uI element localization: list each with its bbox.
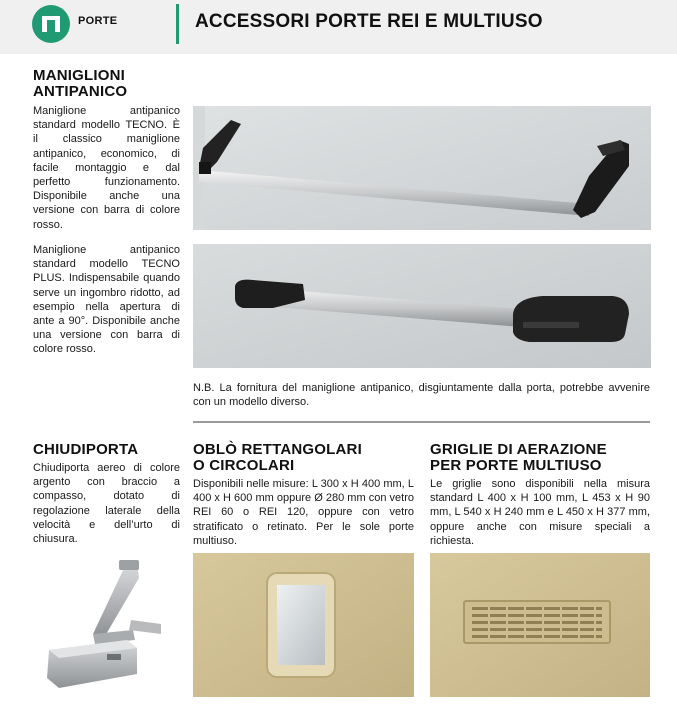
maniglione-tecno-plus-text: Maniglione antipanico standard modello TECNO PLUS. Indispensabile quando serve un ingombro ridotto, ad esempio nella apertura di ante a 90°. Disponibile anche una versione con barra di colore rosso. [33,244,180,356]
maniglioni-heading: MANIGLIONI ANTIPANICO [33,67,128,100]
oblo-text: Disponibili nelle misure: L 300 x H 400 mm, L 400 x H 600 mm oppure Ø 280 mm con vetro REI 60 o REI 120, oppure con vetro stratificato o retinato. Per le sole porte multiuso. [193,478,414,547]
maniglione-tecno-text: Maniglione antipanico standard modello TECNO. È il classico maniglione antipanico, economico, di facile montaggio e dal perfetto funzionamento. Disponibile anche una versione con barra di colore rosso. [33,105,180,231]
page-title: ACCESSORI PORTE REI E MULTIUSO [195,11,543,32]
maniglione-tecno-photo [193,106,651,230]
chiudiporta-heading: CHIUDIPORTA [33,441,139,458]
griglie-text: Le griglie sono disponibili nella misura standard L 400 x H 100 mm, L 453 x H 90 mm, L 540 x H 240 mm e L 450 x H 377 mm, oppure anche con misure speciali a richiesta. [430,478,650,547]
chiudiporta-text: Chiudiporta aereo di colore argento con braccio a compasso, dotato di regolazione laterale della velocità e dell’urto di chiusura. [33,462,180,546]
section-label: PORTE [78,15,118,27]
maniglione-note: N.B. La fornitura del maniglione antipanico, disgiuntamente dalla porta, potrebbe avvenire con un modello diverso. [193,382,650,409]
maniglione-tecno-plus-photo [193,244,651,368]
griglie-photo [430,553,650,697]
section-divider [193,421,650,423]
header-divider [176,4,179,44]
oblo-heading: OBLÒ RETTANGOLARI O CIRCOLARI [193,441,362,474]
oblo-photo [193,553,414,697]
chiudiporta-photo [33,556,181,696]
page-header [0,0,677,54]
griglie-heading: GRIGLIE DI AERAZIONE PER PORTE MULTIUSO [430,441,607,474]
door-icon [32,5,70,43]
